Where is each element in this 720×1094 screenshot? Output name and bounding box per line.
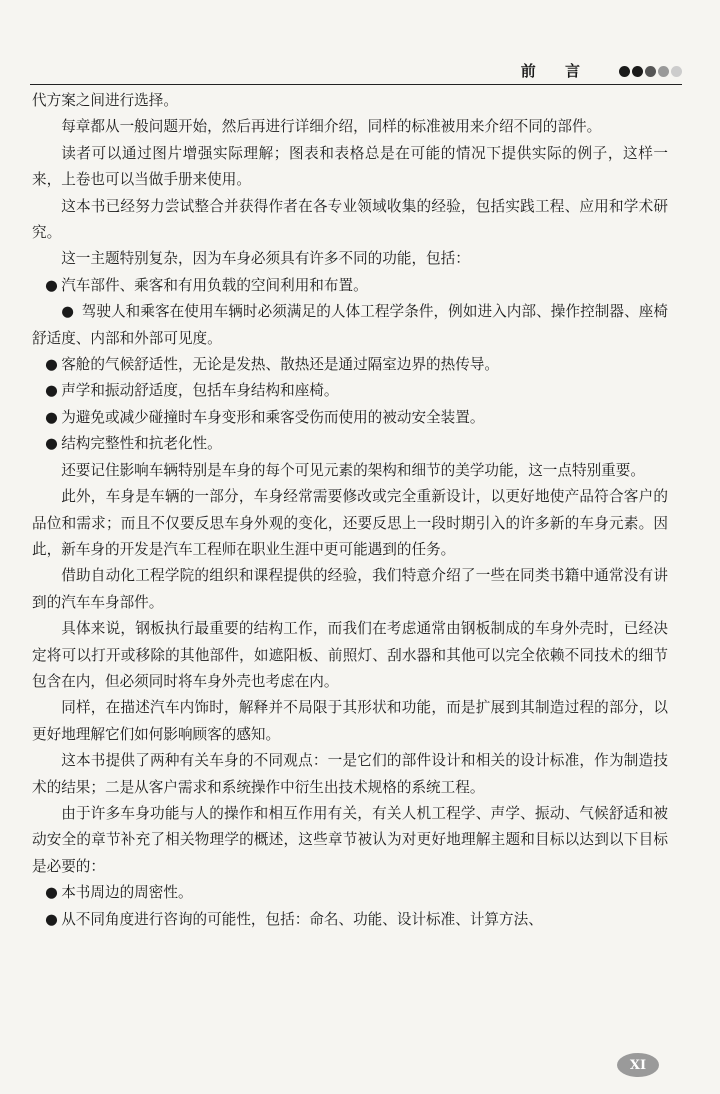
paragraph: 由于许多车身功能与人的操作和相互作用有关，有关人机工程学、声学、振动、气候舒适和被动安全的章节补充了相关物理学的概述，这些章节被认为对更好地理解主题和目标以达到以下目标是必要的： [32, 804, 668, 875]
header-dot-icon [671, 66, 682, 77]
bullet-item [32, 273, 668, 299]
bullet-text: 汽车部件、乘客和有用负载的空间利用和布置。 [61, 276, 368, 294]
bullet-icon: ● [45, 910, 58, 928]
paragraph: 这本书已经努力尝试整合并获得作者在各专业领域收集的经验，包括实践工程、应用和学术研究。 [32, 197, 668, 242]
bullet-item [32, 352, 668, 378]
bullet-text: 客舱的气候舒适性，无论是发热、散热还是通过隔室边界的热传导。 [61, 356, 500, 374]
bullet-item [32, 907, 668, 933]
bullet-text: 为避免或减少碰撞时车身变形和乘客受伤而使用的被动安全装置。 [61, 408, 485, 426]
bullet-text: 声学和振动舒适度，包括车身结构和座椅。 [61, 382, 339, 400]
paragraph: 具体来说，钢板执行最重要的结构工作，而我们在考虑通常由钢板制成的车身外壳时，已经决定将可以打开或移除的其他部件，如遮阳板、前照灯、刮水器和其他可以完全依赖不同技术的细节包含在内，但必须同时将车身外壳也考虑在内。 [32, 620, 668, 690]
header-dot-icon [632, 66, 643, 77]
bullet-icon: ● [45, 435, 58, 453]
header-dot-icon [658, 66, 669, 77]
paragraph: 每章都从一般问题开始，然后再进行详细介绍，同样的标准被用来介绍不同的部件。 [61, 118, 602, 136]
page-body [32, 88, 668, 933]
bullet-icon: ● [45, 884, 58, 902]
paragraph: 读者可以通过图片增强实际理解；图表和表格总是在可能的情况下提供实际的例子，这样一来，上卷也可以当做手册来使用。 [32, 144, 668, 189]
bullet-text: 从不同角度进行咨询的可能性，包括：命名、功能、设计标准、计算方法、 [61, 910, 543, 928]
bullet-text: 驾驶人和乘客在使用车辆时必须满足的人体工程学条件，例如进入内部、操作控制器、座椅舒适度、内部和外部可见度。 [32, 303, 668, 347]
bullet-icon: ● [61, 303, 74, 321]
bullet-text: 本书周边的周密性。 [61, 884, 193, 902]
paragraph: 这本书提供了两种有关车身的不同观点：一是它们的部件设计和相关的设计标准，作为制造技术的结果；二是从客户需求和系统操作中衍生出技术规格的系统工程。 [32, 752, 668, 796]
bullet-text: 结构完整性和抗老化性。 [61, 435, 222, 453]
paragraph: 同样，在描述汽车内饰时，解释并不局限于其形状和功能，而是扩展到其制造过程的部分，以更好地理解它们如何影响顾客的感知。 [32, 699, 668, 743]
bullet-item [32, 405, 668, 431]
header-dot-icon [645, 66, 656, 77]
bullet-item [32, 431, 668, 457]
header-dots [619, 66, 682, 77]
bullet-item [32, 299, 668, 352]
bullet-icon: ● [45, 382, 58, 400]
bullet-item [32, 378, 668, 404]
paragraph: 还要记住影响车辆特别是车身的每个可见元素的架构和细节的美学功能，这一点特别重要。 [61, 461, 645, 479]
paragraph: 代方案之间进行选择。 [32, 92, 178, 109]
bullet-icon: ● [45, 276, 58, 294]
paragraph: 这一主题特别复杂，因为车身必须具有许多不同的功能，包括： [61, 250, 470, 268]
paragraph: 此外，车身是车辆的一部分，车身经常需要修改或完全重新设计，以更好地使产品符合客户的品位和需求；而且不仅要反思车身外观的变化，还要反思上一段时期引入的许多新的车身元素。因此，新车身的开发是汽车工程师在职业生涯中更可能遇到的任务。 [32, 488, 668, 558]
bullet-icon: ● [45, 408, 58, 426]
header-title: 前 言 [520, 62, 592, 80]
paragraph: 借助自动化工程学院的组织和课程提供的经验，我们特意介绍了一些在同类书籍中通常没有讲到的汽车车身部件。 [32, 567, 668, 611]
page-number: XI [617, 1053, 659, 1077]
bullet-item [32, 880, 668, 906]
header-dot-icon [619, 66, 630, 77]
running-header [30, 52, 682, 85]
bullet-icon: ● [45, 356, 58, 374]
